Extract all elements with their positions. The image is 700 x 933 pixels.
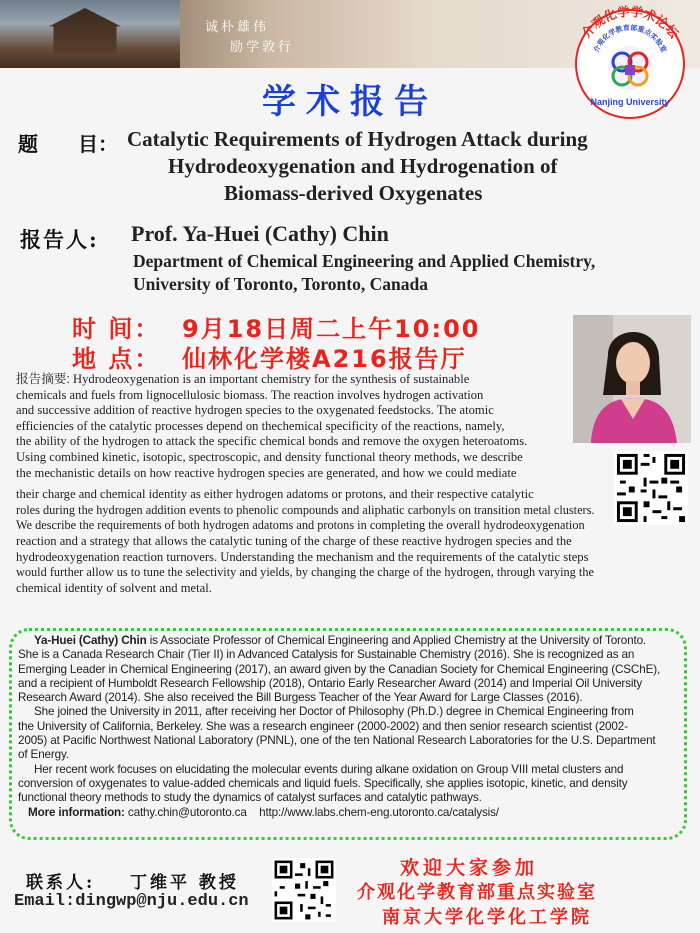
lab-website-link[interactable]: http://www.labs.chem-eng.utoronto.ca/catalysis/ xyxy=(259,805,499,819)
abstract-line: their charge and chemical identity as either hydrogen adatoms or protons, and their respective catalytic xyxy=(16,487,534,502)
bio-line: She is a Canada Research Chair (Tier II) in Advanced Catalysis for Sustainable Chemistry (2016). She is recognized as an xyxy=(18,648,635,662)
affiliation-line-2: University of Toronto, Toronto, Canada xyxy=(133,274,428,294)
abstract-label: 报告摘要: xyxy=(16,372,70,386)
abstract-line: We describe the requirements of both hydrogen adatoms and protons in completing the overall hydrodeoxygenation xyxy=(16,518,585,533)
abstract-line: Hydrodeoxygenation is an important chemistry for the synthesis of sustainable xyxy=(73,372,470,386)
topic-line-2: Hydrodeoxygenation and Hydrogenation of xyxy=(168,154,558,178)
bio-line: conversion of oxygenates to value-added chemicals and liquid fuels. Specifically, she applies isotopic, kinetic, and density xyxy=(18,776,628,790)
abstract-line: roles during the hydrogen addition events to phenolic compounds and aliphatic carbonyls on transition metal clusters. xyxy=(16,502,595,517)
welcome-text: 欢迎大家参加 xyxy=(400,857,539,879)
contact-email-link[interactable]: cathy.chin@utoronto.ca xyxy=(127,805,247,819)
bio-line: is Associate Professor of Chemical Engineering and Applied Chemistry at the University of Toronto. xyxy=(146,634,647,647)
seal-top-text: 介观化学学术论坛 xyxy=(578,4,682,41)
abstract-line: chemicals and fuels from lignocellulosic biomass. The reaction involves hydrogen activation xyxy=(16,387,484,402)
qr-code-contact[interactable] xyxy=(272,858,336,922)
more-info-label: More information: xyxy=(28,805,125,819)
motto-line2: 励学敦行 xyxy=(230,40,295,55)
abstract-line: Using combined kinetic, isotopic, spectroscopic, and density functional theory methods, we describe xyxy=(16,449,523,464)
motto-line1: 诚朴雄伟 xyxy=(205,20,270,35)
seal-bottom-text: Nanjing University xyxy=(590,97,670,107)
abstract-line: chemical identity of solvent and metal. xyxy=(16,580,212,595)
bio-line: Research Award (2014). She also received the Bill Burgess Teacher of the Year Award for Large Classes (2016). xyxy=(18,691,583,705)
topic-line-3: Biomass-derived Oxygenates xyxy=(224,181,483,205)
bio-line: of Energy. xyxy=(18,748,69,762)
school-name: 南京大学化学化工学院 xyxy=(382,907,592,928)
abstract-line: and successive addition of reactive hydrogen species to the oxygenated feedstocks. The atomic xyxy=(16,403,494,418)
place-label: 地 点： xyxy=(72,345,161,373)
affiliation-line-1: Department of Chemical Engineering and Applied Chemistry, xyxy=(133,251,596,271)
page-title: 学术报告 xyxy=(262,82,438,122)
speaker-name: Prof. Ya-Huei (Cathy) Chin xyxy=(131,221,389,246)
campus-photo xyxy=(0,0,180,68)
speaker-bio xyxy=(18,634,686,820)
bio-line: Her recent work focuses on elucidating the molecular events during alkane oxidation on Group VIII metal clusters and xyxy=(34,762,624,776)
topic-label: 题 目： xyxy=(18,132,118,156)
contact-label: 联系人: xyxy=(26,873,96,893)
bio-line: She joined the University in 2011, after receiving her Doctor of Philosophy (Ph.D.) degree in Chemical Engineering from xyxy=(34,705,634,719)
abstract-line: would further allow us to tune the selectivity and yields, by changing the charge of the hydrogen, through varying the xyxy=(16,565,594,580)
bio-line: Emerging Leader in Chemical Engineering (2017), an award given by the Canadian Society for Chemical Engineering (CSChE), xyxy=(18,662,661,676)
abstract-line: reaction and a strategy that allows the catalytic tuning of the charge of these reactive hydrogen species and the xyxy=(16,533,572,548)
abstract-line: the mechanistic details on how reactive hydrogen species are generated, and how we could mediate xyxy=(16,465,517,480)
bio-line: the University of California, Berkeley. She was a research engineer (2000-2002) and then senior research scientist (2002- xyxy=(18,719,628,733)
contact-email[interactable]: Email:dingwp@nju.edu.cn xyxy=(14,892,249,911)
bio-line: 2005) at Pacific Northwest National Laboratory (PNNL), one of the ten National Research Laboratories for the U.S. Department xyxy=(18,734,656,748)
topic-line-1: Catalytic Requirements of Hydrogen Attack during xyxy=(127,127,588,151)
time-label: 时 间： xyxy=(72,315,161,343)
seal-inner-text: 介观化学教育部重点实验室 xyxy=(592,23,668,54)
building-silhouette xyxy=(40,8,130,54)
abstract-line: efficiencies of the catalytic processes depend on thechemical specificity of the reactions, namely, xyxy=(16,418,505,433)
time-value: 9月18日周二上午10:00 xyxy=(182,315,481,343)
abstract-line: hydrodeoxygenation reaction turnovers. Understanding the mechanism and the requirements of the catalytic steps xyxy=(16,549,589,564)
place-value: 仙林化学楼A216报告厅 xyxy=(182,345,467,373)
speaker-label: 报告人: xyxy=(20,227,99,252)
bio-line: functional theory methods to study the dynamics of catalyst surfaces and catalytic pathways. xyxy=(18,791,482,805)
bio-name: Ya-Huei (Cathy) Chin xyxy=(34,634,147,647)
qr-code-abstract[interactable] xyxy=(614,451,688,525)
contact-name: 丁维平 教授 xyxy=(130,873,239,893)
abstract xyxy=(16,372,616,596)
lab-name: 介观化学教育部重点实验室 xyxy=(357,882,597,903)
bio-line: and a recipient of Humboldt Research Fellowship (2018), Ontario Early Researcher Award (2014) and Imperial Oil University xyxy=(18,676,643,690)
abstract-line: the ability of the hydrogen to attack the specific chemical bonds and remove the oxygen heteroatoms. xyxy=(16,434,528,449)
